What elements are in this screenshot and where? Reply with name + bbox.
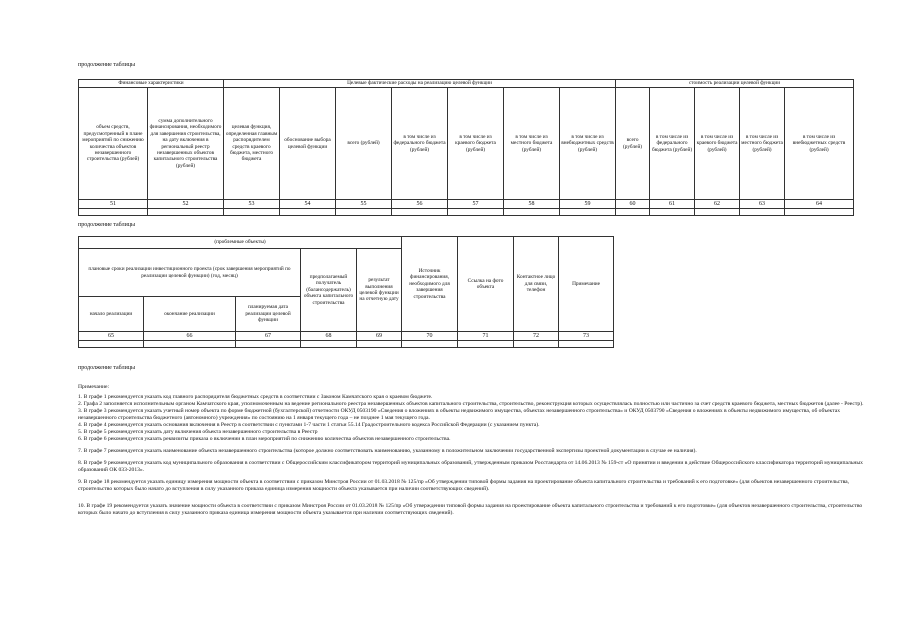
empty-cell: [458, 341, 514, 348]
col-header-63: в том числе из местного бюджета (рублей): [740, 88, 785, 200]
col-number: 65: [79, 332, 144, 341]
col-header-51: объем средств, предусмотренный в плане мероприятий по снижению количества объектов незавершенного строительства (рублей): [79, 88, 148, 200]
col-number: 67: [236, 332, 301, 341]
col-header-73: Примечание: [559, 237, 614, 332]
empty-cell: [301, 341, 357, 348]
empty-cell: [650, 209, 695, 216]
col-header-69: результат выполнения целевой функции на отчетную дату: [357, 249, 402, 332]
col-number: 51: [79, 200, 148, 209]
col-header-55: всего (рублей): [336, 88, 392, 200]
col-header-56: в том числе из федерального бюджета (рублей): [392, 88, 448, 200]
col-header-72: Контактное лицо для связи, телефон: [514, 237, 559, 332]
col-number: 63: [740, 200, 785, 209]
col-header-61: в том числе из федерального бюджета (рублей): [650, 88, 695, 200]
col-number: 70: [402, 332, 458, 341]
col-number: 56: [392, 200, 448, 209]
note-item: 3. В графе 3 рекомендуется указать учетный номер объекта по форме бюджетной (бухгалтерской) отчетности ОКУД 0503190 «Сведения о вложениях в объекты недвижимого имущества, объектах незавершенного строительства» и ОКУД 0503790 «Сведения о вложениях в объекты недвижимого имущества, об объектах незавершенного строительства бюджетного (автономного) учреждения» по состоянию на 1 января текущего года – не позднее 1 мая текущего года.: [78, 408, 840, 421]
notes-title: Примечание:: [78, 384, 110, 390]
empty-cell: [336, 209, 392, 216]
empty-cell: [357, 341, 402, 348]
planned-terms-header: плановые сроки реализации инвестиционного проекта (срок завершения мероприятий по реализации целевой функции) (год, месяц): [79, 249, 301, 297]
col-number: 61: [650, 200, 695, 209]
note-item: 10. В графе 19 рекомендуется указать значение мощности объекта в соответствии с приказом Минстроя России от 01.03.2018 № 125/пр «Об утверждении типовой формы задания на проектирование объекта капитального строительства и требований к его подготовке» (для объектов незавершенного строительства, строительство которых было начато до вступления в силу указанного приказа единица измерения мощности объекта указывается при наличии соответствующих сведений).: [78, 503, 863, 516]
empty-cell: [280, 209, 336, 216]
col-header-70: Источник финансирования, необходимого для завершения строительства: [402, 237, 458, 332]
col-header-54: обоснование выбора целевой функции: [280, 88, 336, 200]
empty-cell: [79, 209, 148, 216]
col-number: 73: [559, 332, 614, 341]
col-header-59: в том числе из внебюджетных средств (рублей): [560, 88, 616, 200]
col-header-65: начало реализации: [79, 297, 144, 332]
note-item: 7. В графе 7 рекомендуется указать наименование объекта незавершенного строительства (которое должно соответствовать наименованию, указанному в положительном заключении государственной экспертизы проектной документации в случае ее наличия).: [78, 448, 697, 454]
empty-cell: [224, 209, 280, 216]
empty-cell: [559, 341, 614, 348]
note-item: 9. В графе 18 рекомендуется указать единицу измерения мощности объекта в соответствии с приказом Минстроя России от 01.03.2018 № 125/пр «Об утверждении типовой формы задания на проектирование объекта капитального строительства и требований к его подготовке» (для объектов незавершенного строительства, строительство которых было начато до вступления в силу указанного приказа единица измерения мощности объекта указывается при наличии соответствующих сведений).: [78, 479, 850, 492]
col-number: 60: [616, 200, 650, 209]
col-header-62: в том числе из краевого бюджета (рублей): [695, 88, 740, 200]
note-item: 8. В графе 9 рекомендуется указать код муниципального образования в соответствии с Общероссийским классификатором территорий муниципальных образований, утвержденным приказом Росстандарта от 14.06.2013 № 159-ст «О принятии и введении в действие Общероссийского классификатора территорий муниципальных образований ОК 033-2013».: [78, 460, 863, 473]
empty-cell: [236, 341, 301, 348]
group-target-expenses: Целевые фактические расходы на реализацию целевой функции: [224, 80, 616, 88]
notes-section: [78, 384, 868, 517]
col-number: 62: [695, 200, 740, 209]
continuation-caption-3: продолжение таблицы: [78, 365, 136, 371]
continuation-caption-2: продолжение таблицы: [78, 222, 136, 228]
col-header-53: целевая функция, определенная главным распорядителем средств краевого бюджета, местного бюджета: [224, 88, 280, 200]
empty-cell: [504, 209, 560, 216]
table-financial: [78, 79, 854, 216]
empty-cell: [79, 341, 144, 348]
col-number: 72: [514, 332, 559, 341]
empty-cell: [448, 209, 504, 216]
col-number: 57: [448, 200, 504, 209]
group-cost: стоимость реализации целевой функции: [616, 80, 854, 88]
col-header-66: окончание реализации: [144, 297, 236, 332]
note-item: 2. Графа 2 заполняется исполнительным органом Камчатского края, уполномоченным на ведение регионального реестра незавершенных объектов капитального строительства, строительство, реконструкция которых осуществлялась полностью или частично за счет средств краевого бюджета, местных бюджетов (далее - Реестр).: [78, 401, 864, 407]
table-problem-objects: [78, 236, 614, 348]
col-header-60: всего (рублей): [616, 88, 650, 200]
col-number: 59: [560, 200, 616, 209]
group-financial: Финансовые характеристики: [79, 80, 224, 88]
col-header-68: предполагаемый получатель (балансодержатель) объекта капитального строительства: [301, 249, 357, 332]
col-number: 53: [224, 200, 280, 209]
col-number: 55: [336, 200, 392, 209]
empty-cell: [616, 209, 650, 216]
problem-objects-header: (проблемные объекты): [79, 237, 402, 249]
col-number: 66: [144, 332, 236, 341]
empty-cell: [560, 209, 616, 216]
note-item: 4. В графе 4 рекомендуется указать основания включения в Реестр в соответствии с пунктами 1-7 части 1 статьи 55.14 Градостроительного кодекса Российской Федерации (с указанием пункта).: [78, 422, 540, 428]
note-item: 5. В графе 5 рекомендуется указать дату включения объекта незавершенного строительства в Реестр: [78, 429, 318, 435]
col-number: 52: [148, 200, 224, 209]
empty-cell: [148, 209, 224, 216]
empty-cell: [392, 209, 448, 216]
col-header-71: Ссылка на фото объекта: [458, 237, 514, 332]
note-item: 1. В графе 1 рекомендуется указать код главного распорядителя бюджетных средств в соответствии с Законом Камчатского края о краевом бюджете.: [78, 394, 433, 400]
col-header-64: в том числе из внебюджетных средств (рублей): [785, 88, 854, 200]
col-number: 71: [458, 332, 514, 341]
col-header-67: планируемая дата реализации целевой функции: [236, 297, 301, 332]
col-header-57: в том числе из краевого бюджета (рублей): [448, 88, 504, 200]
col-header-58: в том числе из местного бюджета (рублей): [504, 88, 560, 200]
continuation-caption-1: продолжение таблицы: [78, 62, 136, 68]
col-number: 68: [301, 332, 357, 341]
col-number: 64: [785, 200, 854, 209]
col-number: 69: [357, 332, 402, 341]
empty-cell: [740, 209, 785, 216]
empty-cell: [695, 209, 740, 216]
note-item: 6. В графе 6 рекомендуется указать реквизиты приказа о включении в план мероприятий по снижению количества объектов незавершенного строительства.: [78, 436, 451, 442]
col-number: 58: [504, 200, 560, 209]
empty-cell: [144, 341, 236, 348]
empty-cell: [785, 209, 854, 216]
col-header-52: сумма дополнительного финансирования, необходимого для завершения строительства, на дату включения в региональный реестр незавершенных объектов капитального строительства (рублей): [148, 88, 224, 200]
col-number: 54: [280, 200, 336, 209]
empty-cell: [402, 341, 458, 348]
empty-cell: [514, 341, 559, 348]
